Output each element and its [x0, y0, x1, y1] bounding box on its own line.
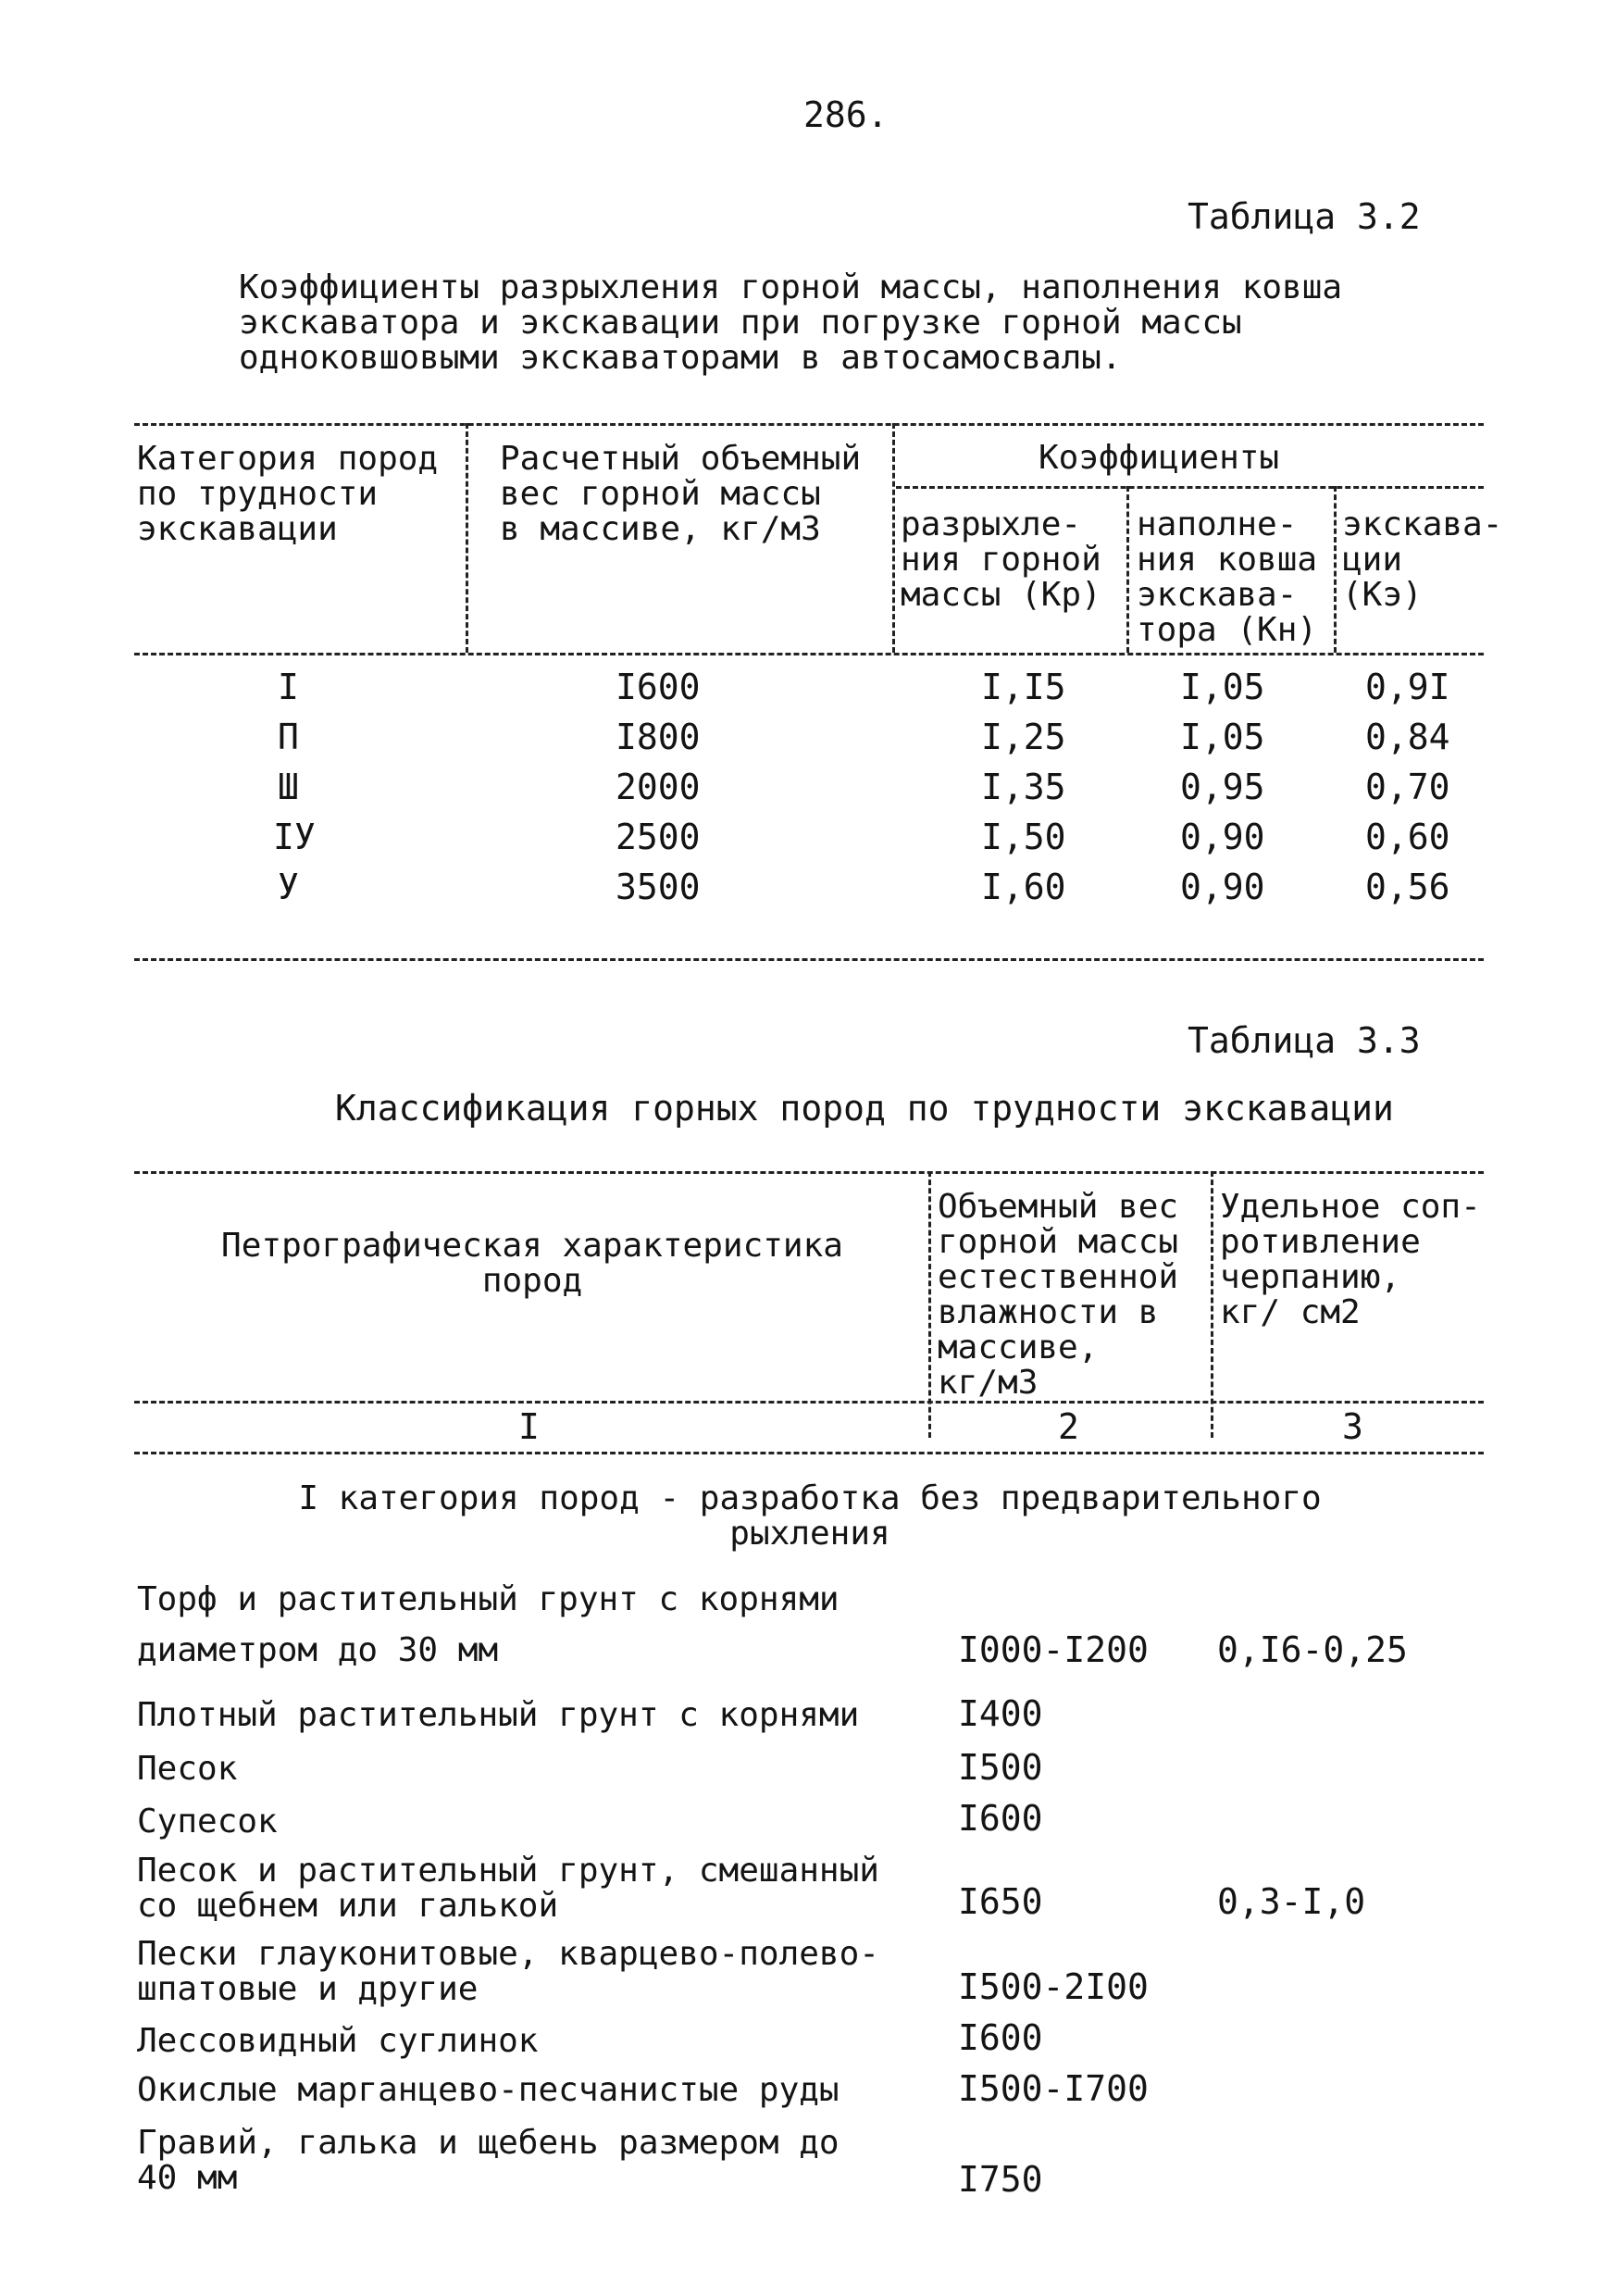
header-line: экскавации	[137, 510, 338, 548]
section-title	[139, 1481, 1481, 1552]
header-line: ции	[1342, 541, 1403, 579]
cell-kr: I,I5	[981, 667, 1066, 707]
cell-ke: 0,84	[1365, 717, 1450, 757]
caption-line: Коэффициенты разрыхления горной массы, наполнения ковша	[239, 268, 1343, 306]
col-number: 2	[1058, 1406, 1079, 1447]
cell-petro: Песок	[137, 1750, 238, 1788]
column-divider	[892, 423, 895, 653]
cell-weight: I500	[958, 1747, 1043, 1788]
cell-category: I	[278, 667, 299, 707]
cell-ke: 0,56	[1365, 867, 1450, 907]
cell-category: У	[278, 867, 299, 907]
cell-ke: 0,60	[1365, 817, 1450, 857]
cell-category: Ш	[278, 767, 299, 807]
cell-weight: 2500	[616, 817, 701, 857]
column-divider	[928, 1171, 931, 1438]
header-line: кг/м3	[938, 1364, 1039, 1402]
header-line: пород	[481, 1262, 583, 1300]
header-line: Объемный вес	[938, 1188, 1179, 1226]
cell-weight: I000-I200	[958, 1629, 1149, 1670]
column-divider	[1334, 486, 1337, 653]
header-weight	[500, 442, 861, 547]
cell-petro: Окислые марганцево-песчанистые руды	[137, 2071, 840, 2109]
header-line: Категория пород	[137, 440, 439, 478]
col-number: I	[518, 1406, 540, 1447]
column-divider	[1211, 1171, 1213, 1438]
cell-ke: 0,9I	[1365, 667, 1450, 707]
table-3-2-caption	[239, 270, 1342, 376]
cell-kn: 0,90	[1180, 817, 1265, 857]
header-petro	[139, 1229, 926, 1299]
cell-kr: I,60	[981, 867, 1066, 907]
cell-weight: I500-2I00	[958, 1966, 1149, 2007]
cell-resist: 0,3-I,0	[1217, 1881, 1366, 1922]
header-category	[137, 442, 438, 547]
header-line: горной массы	[938, 1223, 1179, 1261]
cell-petro: Песок и растительный грунт, смешанный	[137, 1852, 879, 1890]
header-line: тора (Кн)	[1137, 611, 1318, 649]
header-line: массы (Кр)	[901, 576, 1101, 614]
header-kn	[1137, 507, 1317, 648]
cell-ke: 0,70	[1365, 767, 1450, 807]
header-line: Расчетный объемный	[500, 440, 862, 478]
cell-petro: Супесок	[137, 1803, 278, 1841]
cell-weight: I400	[958, 1693, 1043, 1734]
cell-petro: 40 мм	[137, 2159, 238, 2197]
cell-weight: I650	[958, 1881, 1043, 1922]
column-divider	[466, 423, 468, 653]
cell-weight: I600	[616, 667, 701, 707]
header-line: влажности в	[938, 1293, 1159, 1331]
cell-kn: I,05	[1180, 717, 1265, 757]
column-divider	[1126, 486, 1129, 653]
section-title-line: рыхления	[729, 1515, 890, 1553]
header-line: Удельное соп-	[1220, 1188, 1481, 1226]
col-numbers-rule	[134, 1452, 1484, 1454]
table-bottom-rule	[134, 958, 1484, 961]
header-line: черпанию,	[1220, 1258, 1401, 1296]
header-coefficients: Коэффициенты	[1039, 439, 1280, 477]
cell-petro: Гравий, галька и щебень размером до	[137, 2124, 840, 2162]
cell-resist: 0,I6-0,25	[1217, 1629, 1408, 1670]
header-line: Петрографическая характеристика	[221, 1227, 843, 1265]
header-line: (Кэ)	[1342, 576, 1423, 614]
cell-petro: Лессовидный суглинок	[137, 2022, 539, 2060]
table-top-rule	[134, 423, 1484, 426]
cell-weight: 2000	[616, 767, 701, 807]
header-line: естественной	[938, 1258, 1179, 1296]
header-line: кг/ см2	[1220, 1293, 1361, 1331]
header-line: в массиве, кг/м3	[500, 510, 821, 548]
cell-kn: 0,95	[1180, 767, 1265, 807]
cell-weight: I600	[958, 2017, 1043, 2058]
header-line: по трудности	[137, 475, 379, 513]
table-3-3-caption: Классификация горных пород по трудности экскавации	[335, 1088, 1394, 1129]
cell-petro: диаметром до 30 мм	[137, 1631, 499, 1669]
cell-kn: 0,90	[1180, 867, 1265, 907]
cell-petro: шпатовые и другие	[137, 1970, 479, 2008]
header-bottom-rule	[134, 1401, 1484, 1404]
cell-petro: Плотный растительный грунт с корнями	[137, 1696, 860, 1734]
header-resist	[1220, 1190, 1481, 1330]
coefficients-rule	[896, 486, 1484, 489]
header-line: вес горной массы	[500, 475, 821, 513]
cell-weight: I800	[616, 717, 701, 757]
caption-line: экскаватора и экскавации при погрузке горной массы	[239, 304, 1242, 342]
cell-weight: 3500	[616, 867, 701, 907]
table-3-2-label: Таблица 3.2	[1188, 196, 1421, 237]
header-line: ротивление	[1220, 1223, 1421, 1261]
header-line: разрыхле-	[901, 505, 1082, 543]
header-bottom-rule	[134, 653, 1484, 655]
cell-category: П	[278, 717, 299, 757]
page-number: 286.	[803, 94, 889, 135]
cell-petro: Пески глауконитовые, кварцево-полево-	[137, 1935, 879, 1973]
cell-petro: Торф и растительный грунт с корнями	[137, 1580, 840, 1618]
header-ke	[1342, 507, 1502, 613]
header-kr	[901, 507, 1101, 613]
header-line: массиве,	[938, 1329, 1099, 1366]
header-line: экскава-	[1342, 505, 1503, 543]
cell-weight: I750	[958, 2159, 1043, 2200]
cell-kr: I,50	[981, 817, 1066, 857]
cell-petro: со щебнем или галькой	[137, 1887, 559, 1925]
cell-kr: I,35	[981, 767, 1066, 807]
caption-line: одноковшовыми экскаваторами в автосамосвалы.	[239, 339, 1122, 377]
table-top-rule	[134, 1171, 1484, 1174]
header-line: экскава-	[1137, 576, 1298, 614]
cell-weight: I500-I700	[958, 2068, 1149, 2109]
header-weight	[938, 1190, 1178, 1401]
header-line: ния ковша	[1137, 541, 1318, 579]
cell-kr: I,25	[981, 717, 1066, 757]
cell-category: IУ	[273, 817, 316, 857]
cell-weight: I600	[958, 1798, 1043, 1839]
col-number: 3	[1342, 1406, 1363, 1447]
table-3-3-label: Таблица 3.3	[1188, 1020, 1421, 1061]
header-line: ния горной	[901, 541, 1101, 579]
cell-kn: I,05	[1180, 667, 1265, 707]
header-line: наполне-	[1137, 505, 1298, 543]
section-title-line: I категория пород - разработка без предварительного	[298, 1479, 1322, 1517]
